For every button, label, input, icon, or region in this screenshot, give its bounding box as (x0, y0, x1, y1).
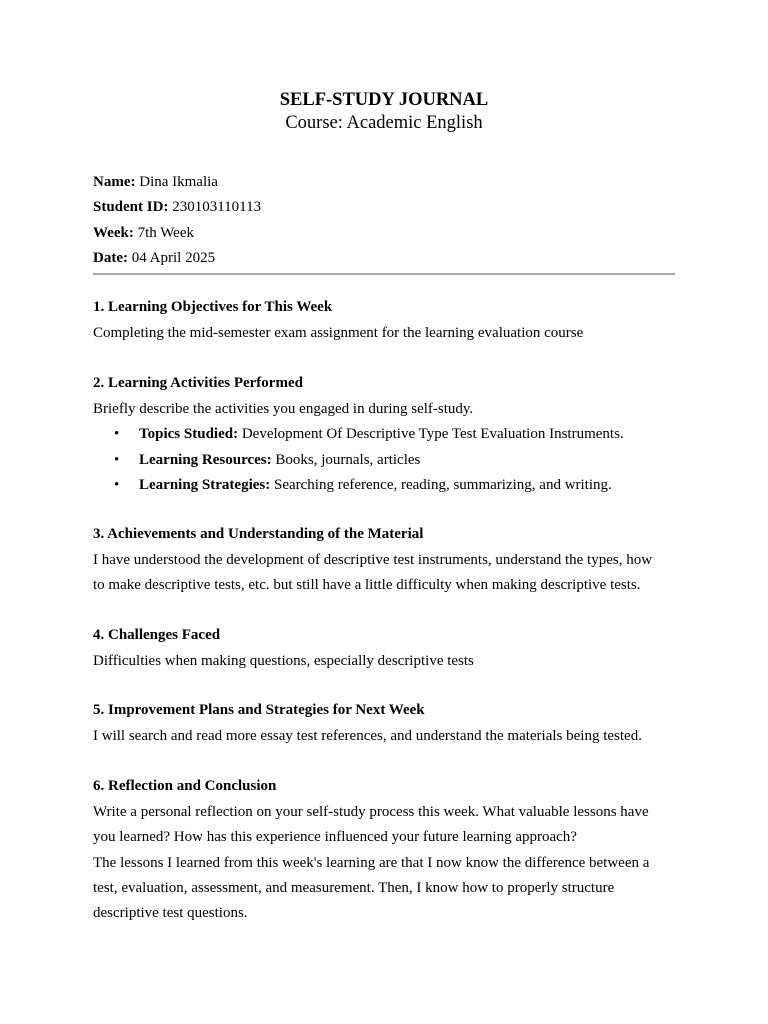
answer-line: descriptive test questions. (93, 905, 248, 922)
item-label: Learning Strategies: (139, 476, 271, 493)
bullet-icon: • (114, 426, 120, 443)
section-text: Completing the mid-semester exam assignment for the learning evaluation course (93, 325, 584, 341)
section-heading: 5. Improvement Plans and Strategies for Next Week (93, 702, 425, 718)
item-value: Development Of Descriptive Type Test Evaluation Instruments. (241, 426, 624, 443)
section-reflection (93, 775, 675, 926)
week-row (93, 222, 675, 247)
activities-list (93, 422, 675, 498)
section-text-line: to make descriptive tests, etc. but still have a little difficulty when making descriptive tests. (93, 577, 641, 594)
section-heading: 1. Learning Objectives for This Week (93, 299, 333, 315)
student-id-label: Student ID: (93, 199, 169, 216)
name-label: Name: (93, 174, 136, 190)
horizontal-divider (93, 273, 675, 275)
section-achievements (93, 523, 675, 599)
week-value: 7th Week (137, 224, 194, 241)
item-value: Books, journals, articles (275, 451, 421, 468)
date-row (93, 247, 675, 272)
item-label: Learning Resources: (139, 451, 272, 468)
date-value: 04 April 2025 (131, 249, 216, 266)
prompt-line: you learned? How has this experience influenced your future learning approach? (93, 829, 577, 846)
date-label: Date: (93, 249, 128, 266)
list-item (93, 473, 675, 498)
list-item (93, 422, 675, 447)
section-heading: 6. Reflection and Conclusion (93, 778, 277, 794)
bullet-icon: • (114, 451, 120, 468)
answer-line: test, evaluation, assessment, and measurement. Then, I know how to properly structure (93, 879, 615, 896)
name-row (93, 171, 675, 196)
prompt-line: Write a personal reflection on your self-study process this week. What valuable lessons have (93, 804, 649, 820)
list-item (93, 448, 675, 473)
section-heading: 4. Challenges Faced (93, 627, 221, 643)
name-value: Dina Ikmalia (139, 174, 218, 190)
section-heading: 3. Achievements and Understanding of the Material (93, 526, 424, 542)
student-info (93, 171, 675, 272)
section-text-line: I have understood the development of descriptive test instruments, understand the types, how (93, 552, 653, 568)
section-challenges (93, 624, 675, 674)
bullet-icon: • (114, 476, 120, 493)
section-improvement-plans (93, 699, 675, 749)
section-text: Briefly describe the activities you engaged in during self-study. (93, 401, 474, 417)
student-id-value: 230103110113 (172, 199, 262, 216)
item-label: Topics Studied: (139, 426, 239, 443)
title-block (93, 88, 675, 134)
week-label: Week: (93, 224, 134, 241)
section-heading: 2. Learning Activities Performed (93, 375, 303, 391)
document-title: SELF-STUDY JOURNAL (279, 90, 489, 110)
section-text: I will search and read more essay test references, and understand the materials being tested. (93, 728, 642, 744)
document-subtitle: Course: Academic English (285, 113, 483, 133)
student-id-row (93, 196, 675, 221)
answer-line: The lessons I learned from this week's learning are that I now know the difference between a (93, 854, 650, 871)
section-text: Difficulties when making questions, especially descriptive tests (93, 653, 474, 669)
section-learning-objectives (93, 296, 675, 346)
item-value: Searching reference, reading, summarizing, and writing. (273, 476, 612, 493)
section-learning-activities (93, 372, 675, 498)
